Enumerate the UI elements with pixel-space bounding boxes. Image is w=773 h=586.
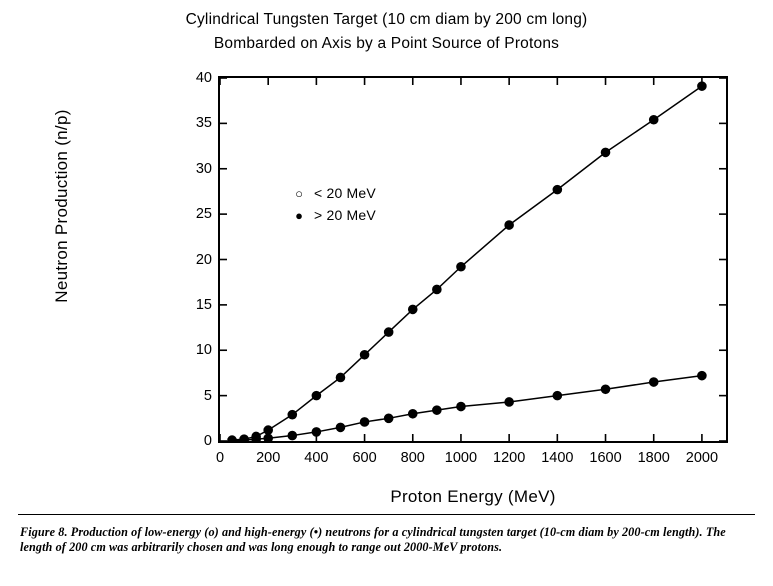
caption-divider: [18, 514, 755, 515]
chart-title-line-2: Bombarded on Axis by a Point Source of Protons: [213, 35, 560, 52]
y-tick-label: 40: [195, 70, 212, 86]
y-tick-label: 25: [195, 206, 212, 223]
x-tick-label: 1600: [589, 450, 622, 466]
y-tick-label: 20: [195, 251, 212, 268]
x-tick-label: 1200: [493, 450, 526, 466]
legend-item-high-energy: [290, 204, 376, 226]
open-circle-icon: ○: [295, 185, 303, 201]
chart-legend: [290, 182, 376, 226]
x-tick-label: 1000: [444, 450, 478, 466]
x-tick-label: 800: [400, 450, 425, 466]
x-tick-label: 400: [304, 450, 329, 466]
x-tick-label: 0: [215, 450, 225, 466]
x-axis-label: Proton Energy (MeV): [390, 487, 556, 506]
y-tick-label: 5: [203, 387, 212, 404]
legend-item-label: > 20 MeV: [314, 207, 376, 223]
legend-item-label: < 20 MeV: [314, 185, 376, 201]
x-tick-label: 600: [352, 450, 377, 466]
figure-caption: Figure 8. Production of low-energy (o) and high-energy (•) neutrons for a cylindrical tungsten target (10-cm diam by 200-cm length). The length of 200 cm was arbitrarily chosen and was long enough to range out 2000-MeV protons.: [20, 525, 726, 554]
legend-item-low-energy: [290, 182, 376, 204]
filled-circle-icon: ●: [295, 207, 303, 223]
chart-title-line-1: Cylindrical Tungsten Target (10 cm diam by 200 cm long): [185, 11, 588, 28]
y-tick-label: 10: [195, 342, 212, 359]
y-axis-label: Neutron Production (n/p): [52, 109, 71, 303]
x-tick-label: 2000: [685, 450, 719, 466]
x-tick-label: 200: [256, 450, 281, 466]
y-tick-label: 30: [195, 160, 212, 177]
y-tick-label: 0: [203, 433, 212, 449]
x-tick-label: 1800: [637, 450, 670, 466]
y-tick-label: 35: [195, 115, 212, 132]
y-tick-label: 15: [195, 296, 212, 313]
x-tick-label: 1400: [541, 450, 574, 466]
